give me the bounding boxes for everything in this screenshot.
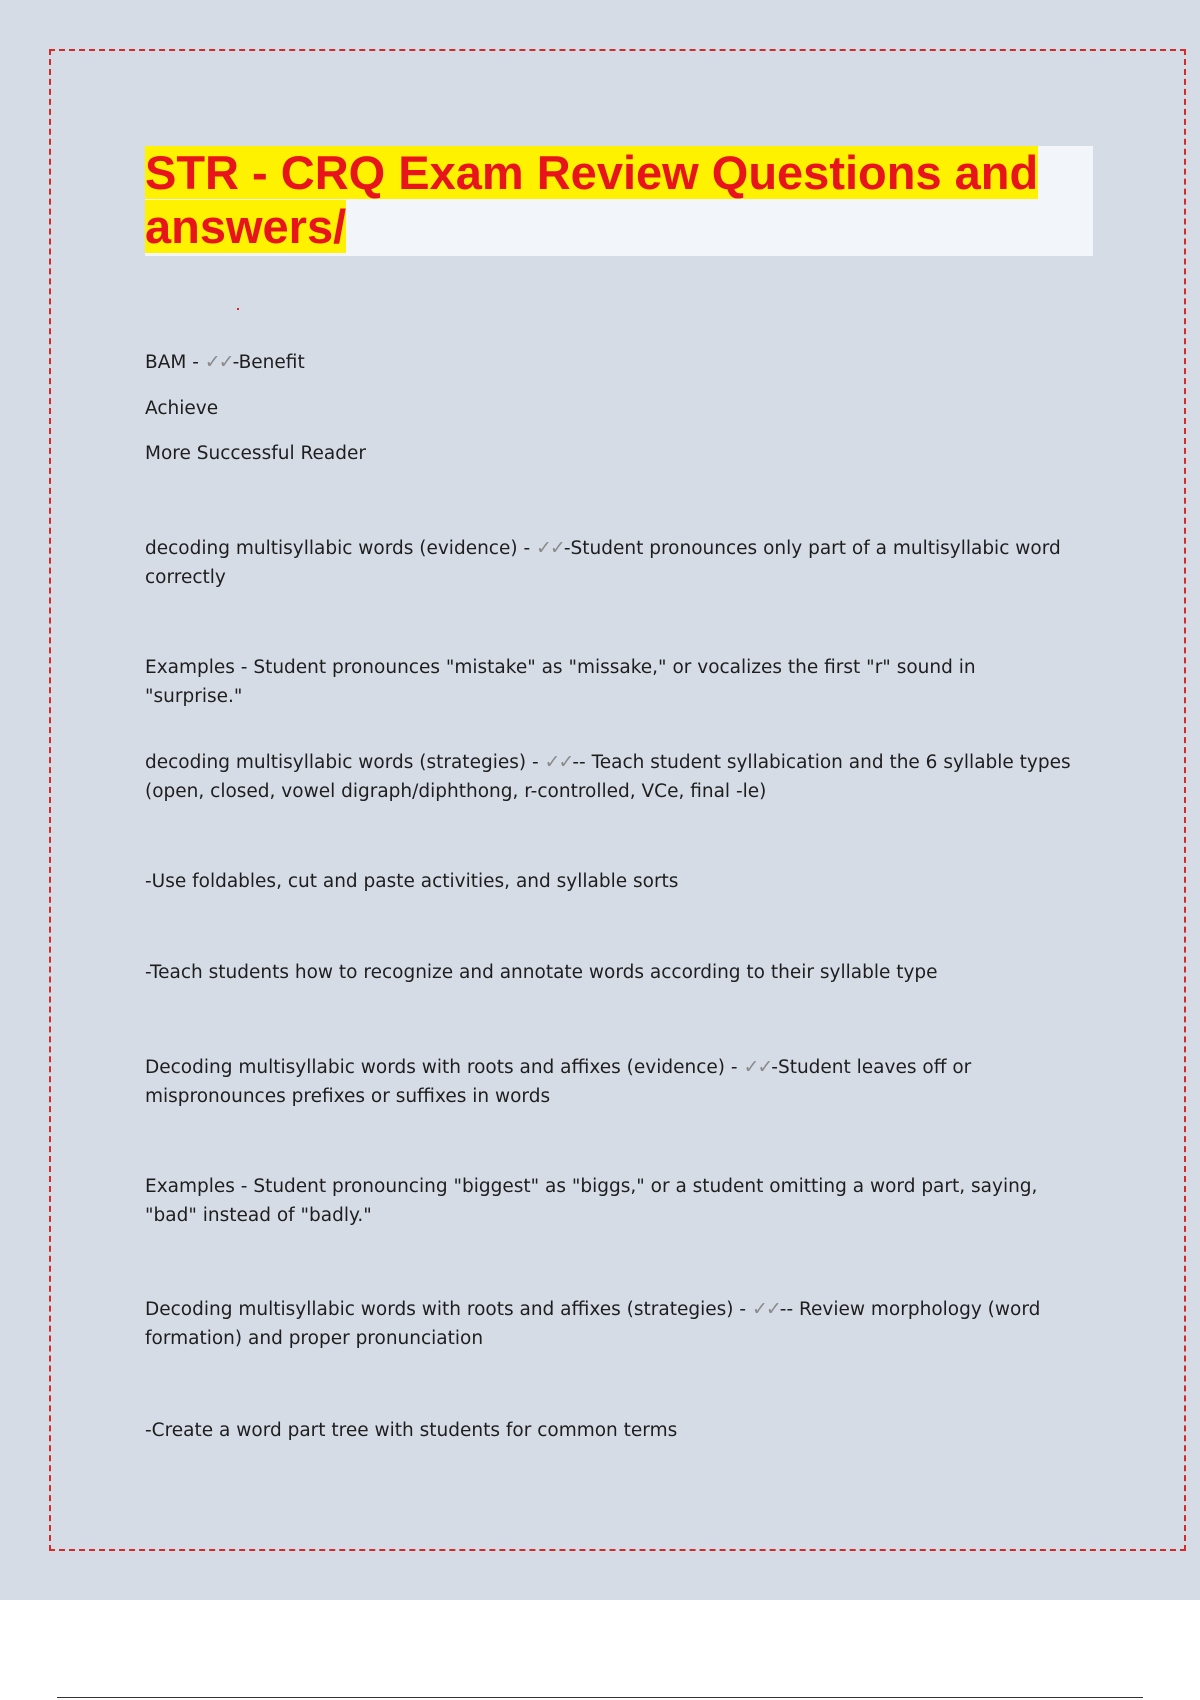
double-check-icon: ✓✓ — [544, 751, 573, 773]
entry-decoding-examples — [145, 653, 1075, 711]
entry-achieve — [145, 394, 1075, 423]
entry-text: -Use foldables, cut and paste activities, and syllable sorts — [145, 871, 679, 892]
title-line-1: STR - CRQ Exam Review Questions and — [145, 146, 1039, 199]
entry-roots-affixes-examples — [145, 1172, 1075, 1230]
entry-text: Examples - Student pronouncing "biggest" as "biggs," or a student omitting a word part, saying, "bad" instead of "badly." — [145, 1176, 1038, 1226]
entry-roots-affixes-evidence — [145, 1053, 1075, 1111]
entry-text: -Create a word part tree with students for common terms — [145, 1420, 678, 1441]
footer-rule — [57, 1697, 1143, 1698]
entry-text: Decoding multisyllabic words with roots and affixes (evidence) - ✓✓-Student leaves off or mispronounces prefixes or suffixes in words — [145, 1056, 972, 1107]
entry-text: decoding multisyllabic words (strategies) - ✓✓-- Teach student syllabication and the 6 syllable types (open, closed, vowel digraph/diphthong, r-controlled, VCe, final -le) — [145, 751, 1071, 802]
double-check-icon: ✓✓ — [536, 537, 564, 559]
entry-text: More Successful Reader — [145, 443, 366, 464]
entry-text: decoding multisyllabic words (evidence) - ✓✓-Student pronounces only part of a multisyllabic word correctly — [145, 537, 1061, 588]
entry-text: Examples - Student pronounces "mistake" as "missake," or vocalizes the first "r" sound in "surprise." — [145, 657, 976, 707]
entry-roots-affixes-strategies — [145, 1295, 1075, 1353]
entry-decoding-strategies — [145, 748, 1075, 806]
entry-decoding-evidence — [145, 534, 1075, 592]
entry-text: BAM - ✓✓-Benefit — [145, 351, 305, 373]
double-check-icon: ✓✓ — [204, 351, 233, 373]
entry-bam — [145, 348, 1075, 377]
double-check-icon: ✓✓ — [751, 1298, 780, 1320]
title-line-2: answers/ — [145, 200, 347, 253]
entry-annotate — [145, 958, 1075, 987]
entry-text: Decoding multisyllabic words with roots and affixes (strategies) - ✓✓-- Review morphology (word formation) and proper pronunciation — [145, 1298, 1041, 1349]
entry-word-part-tree — [145, 1416, 1075, 1445]
document-title — [145, 146, 1093, 254]
entry-text: -Teach students how to recognize and annotate words according to their syllable type — [145, 962, 938, 983]
double-check-icon: ✓✓ — [743, 1056, 772, 1078]
entry-foldables — [145, 867, 1075, 896]
entry-more-successful-reader — [145, 439, 1075, 468]
stray-mark — [237, 308, 239, 310]
entry-text: Achieve — [145, 398, 219, 419]
title-block — [145, 146, 1093, 256]
